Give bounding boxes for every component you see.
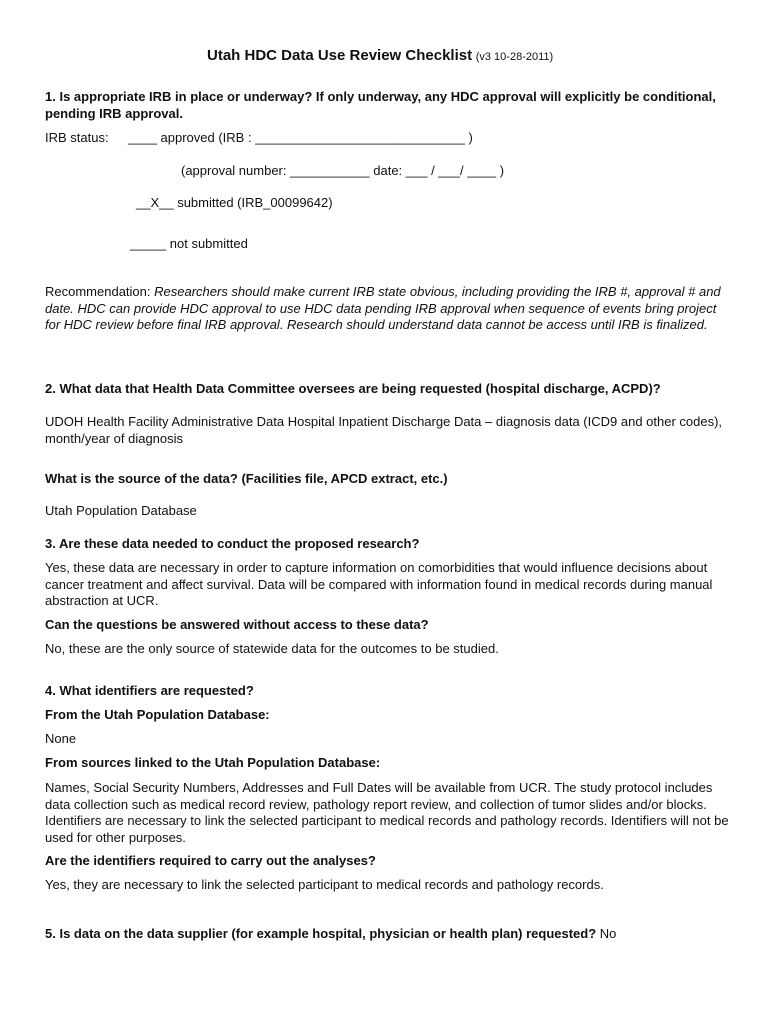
q4-from-upd-label: From the Utah Population Database: [45, 707, 270, 722]
recommendation-label: Recommendation: [45, 284, 155, 299]
q5-row [45, 926, 616, 942]
irb-not-submitted-line: _____ not submitted [130, 236, 248, 251]
recommendation [45, 284, 735, 334]
recommendation-text: Researchers should make current IRB state obvious, including providing the IRB #, approval # and date. HDC can provide HDC approval to use HDC data pending IRB approval when sequence of events bring project for HDC review before final IRB approval. Research should understand data cannot be access until IRB is finalized. [45, 284, 721, 333]
q2-question: 2. What data that Health Data Committee oversees are being requested (hospital discharge, ACPD)? [45, 381, 661, 396]
q5-question: 5. Is data on the data supplier (for example hospital, physician or health plan) requested? [45, 926, 597, 941]
q2-answer: UDOH Health Facility Administrative Data Hospital Inpatient Discharge Data – diagnosis data (ICD9 and other codes), month/year of diagnosis [45, 414, 723, 446]
version-label: (v3 10-28-2011) [475, 51, 554, 63]
q4-required-question: Are the identifiers required to carry out the analyses? [45, 853, 376, 868]
q3-sub-answer: No, these are the only source of statewide data for the outcomes to be studied. [45, 641, 499, 656]
q3-answer: Yes, these data are necessary in order to capture information on comorbidities that would influence decisions about cancer treatment and affect survival. Data will be compared with information found in medical records during manual abstraction at UCR. [45, 560, 713, 609]
document-title: Utah HDC Data Use Review Checklist [207, 47, 473, 64]
q2-source-question: What is the source of the data? (Facilities file, APCD extract, etc.) [45, 471, 448, 486]
q4-question: 4. What identifiers are requested? [45, 683, 254, 698]
q4-linked-answer: Names, Social Security Numbers, Addresses and Full Dates will be available from UCR. The study protocol includes data collection such as medical record review, pathology report review, and collection of tumor slides and/or blocks. Identifiers are necessary to link the selected participant to medical records and pathology records. Identifiers will not be used for other purposes. [45, 780, 729, 845]
irb-status-label: IRB status: [45, 130, 109, 145]
q3-sub-question: Can the questions be answered without access to these data? [45, 617, 429, 632]
q1-question: 1. Is appropriate IRB in place or underway? If only underway, any HDC approval will explicitly be conditional, pending IRB approval. [45, 89, 716, 121]
q3-question: 3. Are these data needed to conduct the proposed research? [45, 536, 420, 551]
irb-approval-number-line: (approval number: ___________ date: ___ / ___/ ____ ) [181, 163, 505, 178]
q4-linked-label: From sources linked to the Utah Population Database: [45, 755, 381, 770]
irb-submitted-line: __X__ submitted (IRB_00099642) [136, 195, 333, 210]
document-title-row [207, 48, 553, 65]
q2-source-answer: Utah Population Database [45, 503, 197, 518]
q4-required-answer: Yes, they are necessary to link the selected participant to medical records and pathology records. [45, 877, 604, 892]
q5-answer: No [599, 926, 617, 941]
irb-approved-line: ____ approved (IRB : _____________________________ ) [128, 130, 473, 145]
q4-from-upd-answer: None [45, 731, 77, 746]
